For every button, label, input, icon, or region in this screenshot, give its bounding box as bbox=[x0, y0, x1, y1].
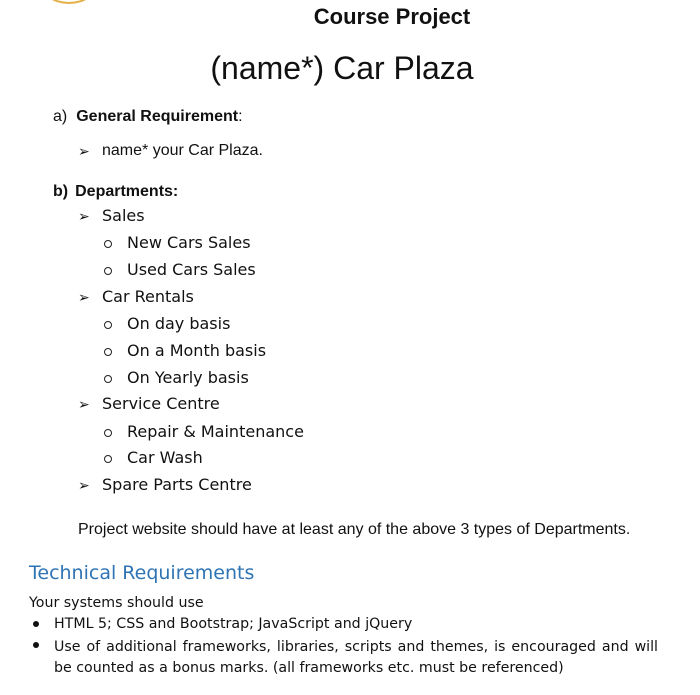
arrow-bullet-icon: ➢ bbox=[78, 396, 90, 412]
bullet-dot-icon bbox=[33, 621, 39, 627]
arrow-bullet-icon: ➢ bbox=[78, 477, 90, 493]
department-sales: Sales bbox=[102, 206, 145, 225]
arrow-bullet-icon: ➢ bbox=[78, 289, 90, 305]
circle-bullet-icon bbox=[104, 455, 112, 463]
sub-item: Car Wash bbox=[127, 448, 203, 467]
project-title: (name*) Car Plaza bbox=[210, 50, 474, 86]
circle-bullet-icon bbox=[104, 375, 112, 383]
circle-bullet-icon bbox=[104, 321, 112, 329]
departments-section-heading bbox=[53, 183, 178, 201]
technical-intro: Your systems should use bbox=[29, 595, 204, 611]
sub-item: On day basis bbox=[127, 314, 231, 333]
circle-bullet-icon bbox=[104, 240, 112, 248]
technical-bullet-1: HTML 5; CSS and Bootstrap; JavaScript and jQuery bbox=[54, 616, 413, 632]
section-label-a: a) bbox=[53, 108, 68, 125]
circle-bullet-icon bbox=[104, 429, 112, 437]
course-title: Course Project bbox=[313, 4, 471, 29]
general-section-heading bbox=[53, 108, 243, 126]
general-heading: General Requirement bbox=[76, 108, 239, 125]
department-service-centre: Service Centre bbox=[102, 394, 220, 413]
technical-heading: Technical Requirements bbox=[29, 562, 255, 584]
sub-item: On a Month basis bbox=[127, 341, 267, 360]
general-item: name* your Car Plaza. bbox=[102, 142, 263, 159]
departments-note: Project website should have at least any of the above 3 types of Departments. bbox=[78, 521, 631, 538]
technical-bullet-2: Use of additional frameworks, libraries, scripts and themes, is encouraged and will be counted as a bonus marks. (all frameworks etc. must be referenced) bbox=[54, 639, 658, 676]
department-car-rentals: Car Rentals bbox=[102, 287, 194, 306]
department-spare-parts: Spare Parts Centre bbox=[102, 475, 252, 494]
arrow-bullet-icon: ➢ bbox=[78, 143, 90, 159]
general-heading-colon: : bbox=[238, 108, 243, 125]
departments-heading: Departments: bbox=[75, 183, 179, 200]
circle-bullet-icon bbox=[104, 267, 112, 275]
sub-item: New Cars Sales bbox=[127, 233, 251, 252]
section-label-b: b) bbox=[53, 183, 69, 200]
sub-item: On Yearly basis bbox=[127, 368, 249, 387]
arrow-bullet-icon: ➢ bbox=[78, 208, 90, 224]
sub-item: Used Cars Sales bbox=[127, 260, 256, 279]
circle-bullet-icon bbox=[104, 348, 112, 356]
bullet-dot-icon bbox=[33, 642, 39, 648]
sub-item: Repair & Maintenance bbox=[127, 422, 304, 441]
